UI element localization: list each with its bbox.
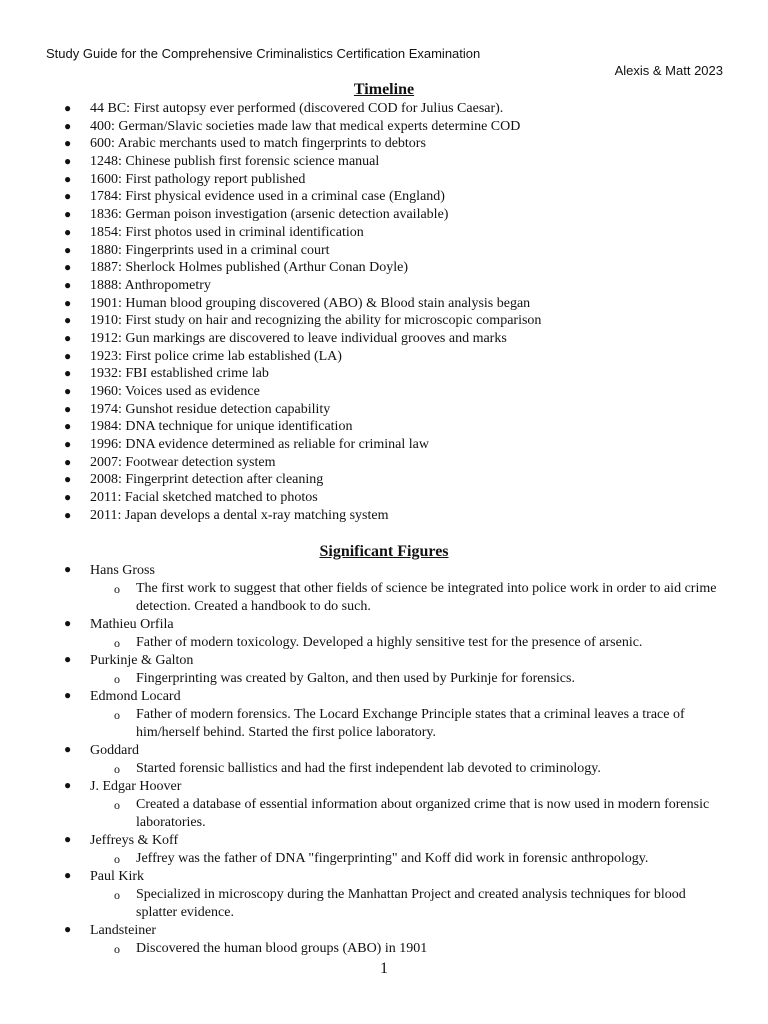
sub-bullet-icon: o (114, 582, 120, 596)
sub-bullet-icon: o (114, 942, 120, 956)
timeline-item-text: 1932: FBI established crime lab (90, 366, 269, 382)
timeline-item (0, 348, 768, 366)
figures-list (0, 562, 768, 958)
figure-description: Father of modern forensics. The Locard Exchange Principle states that a criminal leaves a trace of him/herself behind. Started the first police laboratory. (136, 707, 685, 740)
timeline-item (0, 330, 768, 348)
timeline-item-text: 1248: Chinese publish first forensic science manual (90, 154, 380, 170)
figure-description-item (0, 886, 768, 922)
bullet-icon: ● (64, 189, 72, 204)
timeline-item (0, 471, 768, 489)
bullet-icon: ● (64, 616, 72, 630)
figure-item (0, 652, 768, 688)
bullet-icon: ● (64, 507, 72, 522)
bullet-icon: ● (64, 652, 72, 666)
timeline-item-text: 1854: First photos used in criminal identification (90, 224, 364, 240)
figure-description-item (0, 706, 768, 742)
bullet-icon: ● (64, 437, 72, 452)
bullet-icon: ● (64, 742, 72, 756)
timeline-item (0, 118, 768, 136)
figure-item (0, 922, 768, 958)
figure-name: Landsteiner (90, 923, 157, 938)
timeline-list (0, 100, 768, 525)
timeline-item (0, 436, 768, 454)
bullet-icon: ● (64, 562, 72, 576)
timeline-item (0, 507, 768, 525)
bullet-icon: ● (64, 224, 72, 239)
figure-description: Discovered the human blood groups (ABO) in 1901 (136, 941, 428, 956)
bullet-icon: ● (64, 472, 72, 487)
timeline-item-text: 1996: DNA evidence determined as reliable for criminal law (90, 437, 429, 453)
figure-description-item (0, 670, 768, 688)
timeline-item (0, 153, 768, 171)
timeline-heading: Timeline (353, 81, 415, 98)
bullet-icon: ● (64, 154, 72, 169)
figure-description: Specialized in microscopy during the Manhattan Project and created analysis techniques for blood splatter evidence. (136, 887, 686, 920)
timeline-item-text: 2008: Fingerprint detection after cleaning (90, 472, 324, 488)
timeline-item-text: 2011: Japan develops a dental x-ray matching system (90, 507, 389, 523)
bullet-icon: ● (64, 171, 72, 186)
sub-bullet-icon: o (114, 672, 120, 686)
timeline-item-text: 1910: First study on hair and recognizing the ability for microscopic comparison (90, 313, 542, 329)
sub-bullet-icon: o (114, 798, 120, 812)
bullet-icon: ● (64, 101, 72, 115)
timeline-item-text: 600: Arabic merchants used to match fingerprints to debtors (90, 136, 426, 152)
figure-name: Goddard (90, 743, 139, 758)
timeline-item (0, 312, 768, 330)
timeline-item-text: 1784: First physical evidence used in a criminal case (England) (90, 189, 445, 205)
timeline-item-text: 44 BC: First autopsy ever performed (discovered COD for Julius Caesar). (90, 101, 504, 116)
figure-item (0, 616, 768, 652)
figure-name: J. Edgar Hoover (90, 779, 182, 794)
timeline-item-text: 1974: Gunshot residue detection capability (90, 401, 331, 417)
timeline-item-text: 1901: Human blood grouping discovered (ABO) & Blood stain analysis began (90, 295, 531, 311)
bullet-icon: ● (64, 454, 72, 469)
figure-description-item (0, 850, 768, 868)
timeline-item (0, 171, 768, 189)
document-title: Study Guide for the Comprehensive Criminalistics Certification Examination (46, 46, 481, 61)
bullet-icon: ● (64, 330, 72, 345)
timeline-item (0, 206, 768, 224)
figure-description-item (0, 760, 768, 778)
figure-name: Paul Kirk (90, 869, 145, 884)
timeline-item (0, 454, 768, 472)
timeline-item (0, 242, 768, 260)
figure-item (0, 562, 768, 616)
sub-bullet-icon: o (114, 888, 120, 902)
figure-description-item (0, 940, 768, 958)
timeline-item-text: 1880: Fingerprints used in a criminal court (90, 242, 330, 258)
timeline-item-text: 1888: Anthropometry (90, 277, 211, 293)
bullet-icon: ● (64, 313, 72, 328)
timeline-item (0, 259, 768, 277)
timeline-item-text: 2007: Footwear detection system (90, 454, 276, 470)
timeline-item (0, 383, 768, 401)
figure-description-item (0, 634, 768, 652)
figure-description: Father of modern toxicology. Developed a highly sensitive test for the presence of arsenic. (136, 635, 643, 650)
figure-item (0, 778, 768, 832)
timeline-item (0, 277, 768, 295)
timeline-item (0, 100, 768, 118)
timeline-item-text: 2011: Facial sketched matched to photos (90, 490, 318, 506)
figure-description: Jeffrey was the father of DNA "fingerprinting" and Koff did work in forensic anthropology. (136, 851, 649, 866)
bullet-icon: ● (64, 295, 72, 310)
timeline-item-text: 1984: DNA technique for unique identification (90, 419, 353, 435)
timeline-item (0, 224, 768, 242)
timeline-item-text: 1836: German poison investigation (arsenic detection available) (90, 207, 449, 223)
bullet-icon: ● (64, 384, 72, 398)
figure-item (0, 868, 768, 922)
bullet-icon: ● (64, 277, 72, 292)
figure-name: Mathieu Orfila (90, 617, 174, 632)
timeline-item (0, 135, 768, 153)
bullet-icon: ● (64, 348, 72, 363)
sub-bullet-icon: o (114, 762, 120, 776)
timeline-item-text: 1600: First pathology report published (90, 171, 306, 187)
figure-description-item (0, 580, 768, 616)
bullet-icon: ● (64, 778, 72, 792)
sub-bullet-icon: o (114, 636, 120, 650)
timeline-item (0, 365, 768, 383)
figure-name: Purkinje & Galton (90, 653, 194, 668)
bullet-icon: ● (64, 832, 72, 846)
timeline-item-text: 1960: Voices used as evidence (90, 384, 260, 399)
page-number: 1 (380, 960, 388, 977)
timeline-item (0, 188, 768, 206)
bullet-icon: ● (64, 118, 72, 133)
figure-name: Jeffreys & Koff (90, 833, 179, 848)
timeline-item-text: 1912: Gun markings are discovered to leave individual grooves and marks (90, 330, 507, 346)
bullet-icon: ● (64, 419, 72, 434)
timeline-item (0, 489, 768, 507)
timeline-item-text: 1923: First police crime lab established (LA) (90, 348, 342, 364)
figure-name: Hans Gross (90, 563, 155, 578)
bullet-icon: ● (64, 136, 72, 151)
timeline-item (0, 401, 768, 419)
timeline-item (0, 418, 768, 436)
bullet-icon: ● (64, 922, 72, 936)
figure-item (0, 688, 768, 742)
figure-name: Edmond Locard (90, 689, 181, 704)
bullet-icon: ● (64, 868, 72, 882)
bullet-icon: ● (64, 688, 72, 702)
timeline-item-text: 1887: Sherlock Holmes published (Arthur Conan Doyle) (90, 260, 409, 276)
figure-description: The first work to suggest that other fields of science be integrated into police work in order to aid crime detection. Created a handbook to do such. (136, 581, 717, 614)
bullet-icon: ● (64, 242, 72, 257)
figure-description: Started forensic ballistics and had the first independent lab devoted to criminology. (136, 761, 601, 776)
figure-item (0, 832, 768, 868)
bullet-icon: ● (64, 401, 72, 416)
figure-description: Fingerprinting was created by Galton, and then used by Purkinje for forensics. (136, 671, 575, 686)
sub-bullet-icon: o (114, 852, 120, 866)
figure-description-item (0, 796, 768, 832)
figures-heading: Significant Figures (319, 543, 449, 560)
figure-description: Created a database of essential information about organized crime that is now used in modern forensic laboratories. (136, 797, 710, 830)
bullet-icon: ● (64, 260, 72, 275)
sub-bullet-icon: o (114, 708, 120, 722)
bullet-icon: ● (64, 207, 72, 222)
timeline-item (0, 295, 768, 313)
document-authors: Alexis & Matt 2023 (614, 63, 723, 78)
bullet-icon: ● (64, 366, 72, 381)
timeline-item-text: 400: German/Slavic societies made law that medical experts determine COD (90, 118, 521, 134)
figure-item (0, 742, 768, 778)
bullet-icon: ● (64, 490, 72, 505)
